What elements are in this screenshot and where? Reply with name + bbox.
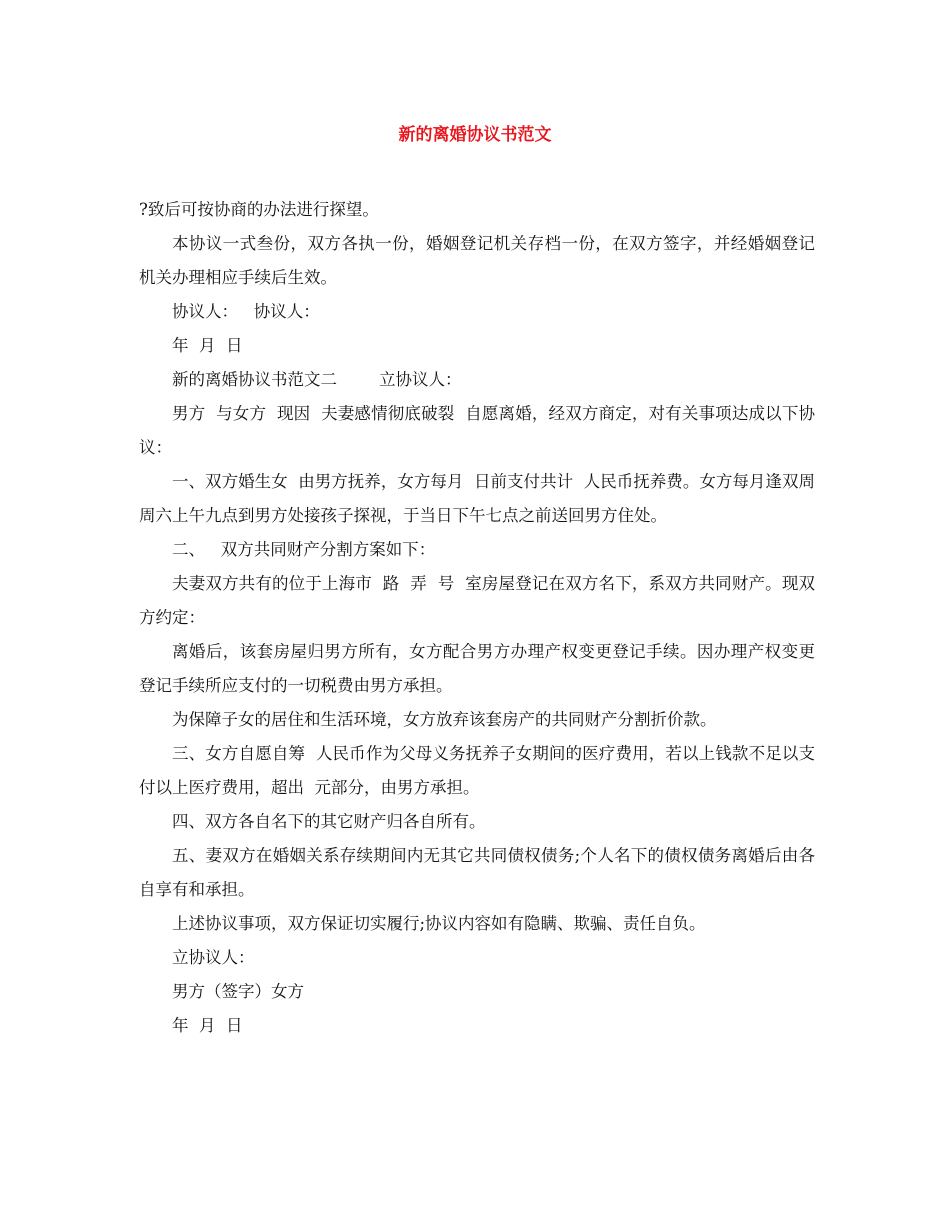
paragraph: 新的离婚协议书范文二 立协议人： [172, 370, 462, 389]
document-title: 新的离婚协议书范文 [398, 125, 552, 145]
paragraph: ?致后可按协商的办法进行探望。 [139, 200, 379, 219]
paragraph: 年 月 日 [172, 336, 243, 355]
paragraph: 年 月 日 [172, 1016, 243, 1035]
paragraph: 上述协议事项，双方保证切实履行;协议内容如有隐瞒、欺骗、责任自负。 [172, 914, 706, 933]
paragraph: 立协议人： [172, 948, 255, 967]
paragraph: 一、双方婚生女 由男方抚养，女方每月 日前支付共计 人民币抚养费。女方每月逢双周周六上午九点到男方处接孩子探视，于当日下午七点之前送回男方住处。 [139, 472, 815, 525]
paragraph: 男方（签字）女方 [172, 982, 304, 1001]
paragraph: 二、 双方共同财产分割方案如下： [172, 540, 436, 559]
paragraph: 三、女方自愿自筹 人民币作为父母义务抚养子女期间的医疗费用，若以上钱款不足以支付以上医疗费用，超出 元部分，由男方承担。 [139, 744, 815, 797]
document-body [139, 193, 815, 1043]
paragraph: 四、双方各自名下的其它财产归各自所有。 [172, 812, 486, 831]
paragraph: 五、妻双方在婚姻关系存续期间内无其它共同债权债务;个人名下的债权债务离婚后由各自享有和承担。 [139, 846, 815, 899]
paragraph: 本协议一式叁份，双方各执一份，婚姻登记机关存档一份，在双方签字，并经婚姻登记机关办理相应手续后生效。 [139, 234, 815, 287]
paragraph: 夫妻双方共有的位于上海市 路 弄 号 室房屋登记在双方名下，系双方共同财产。现双方约定： [139, 574, 815, 627]
paragraph: 协议人： 协议人： [172, 302, 320, 321]
paragraph: 为保障子女的居住和生活环境，女方放弃该套房产的共同财产分割折价款。 [172, 710, 717, 729]
paragraph: 离婚后，该套房屋归男方所有，女方配合男方办理产权变更登记手续。因办理产权变更登记手续所应支付的一切税费由男方承担。 [139, 642, 815, 695]
paragraph: 男方 与女方 现因 夫妻感情彻底破裂 自愿离婚，经双方商定，对有关事项达成以下协议： [139, 404, 815, 457]
